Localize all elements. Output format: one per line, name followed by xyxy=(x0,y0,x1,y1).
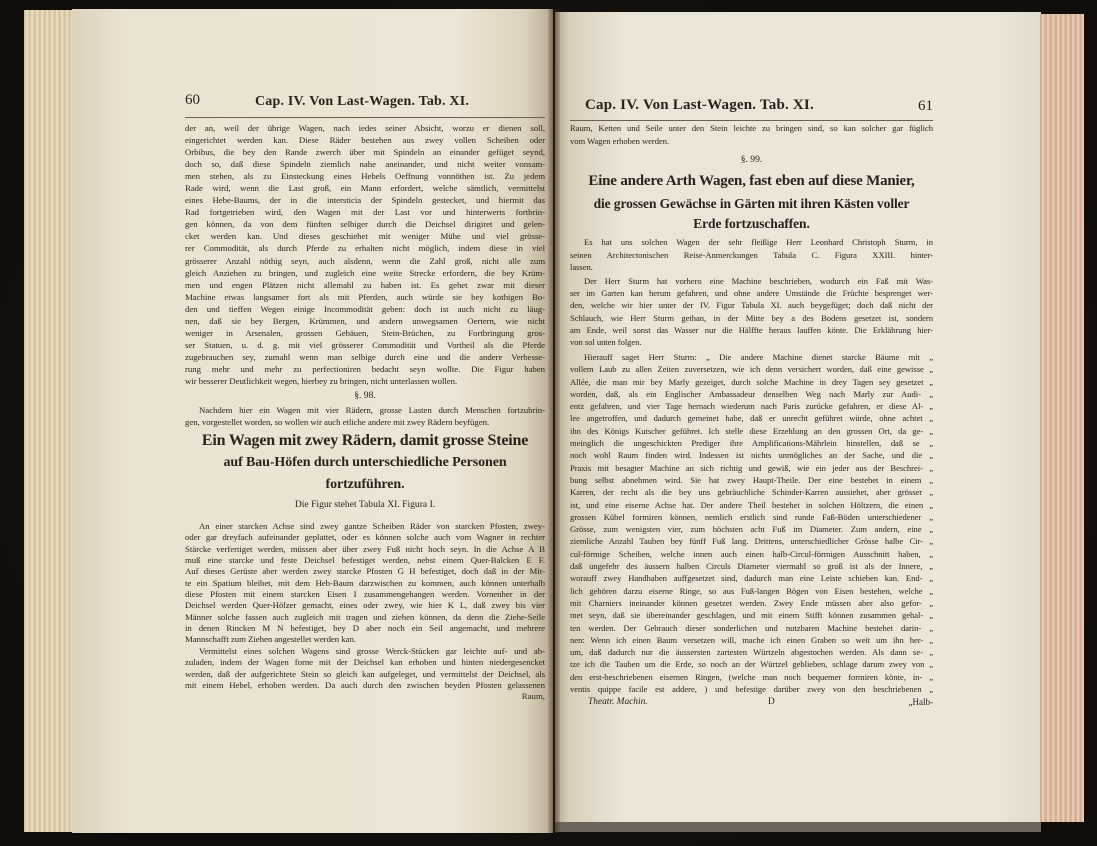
text-line: Mannschafft zum Ziehen angestellet werden kan. xyxy=(185,634,356,645)
text-line: um, daß dadurch nur die äussersten zartesten Würtzeln abgestochen werden. Als dann se- „ xyxy=(570,647,933,658)
text-line: Grösse, zum wenigsten vier, zum höchsten acht Fuß im Diameter. Zum andern, eine „ xyxy=(570,524,933,535)
text-line: rer Commodität, als durch Pferde zu erhalten nicht möglich, indem diese in viel xyxy=(185,243,545,254)
text-line: Rade wird, wenn die Last groß, ein Mann erfordert, welche sämtlich, vermittelst xyxy=(185,183,545,194)
text-line: Stärcke verfertiget werden, müssen aber über zwey Fuß nicht hoch seyn. In die Achse A B xyxy=(185,543,545,554)
text-line: tze ich die Tauben um die Erde, so noch an der Würtzel geblieben, schlage darum zwey von „ xyxy=(570,659,933,670)
running-head: Cap. IV. Von Last-Wagen. Tab. XI. xyxy=(255,94,470,109)
text-line: Schlauch, wie Herr Sturm gethan, in der Mitte bey a des Bodens gesetzet ist, sondern xyxy=(570,312,933,323)
text-line: lich gehören darzu eiserne Ringe, so aus Fuß-langen Bögen von Eisen bestehen, welche „ xyxy=(570,585,933,596)
text-line: Machine etwas langsamer fort als mit Pferden, auch würde sie bey kothigen Bo- xyxy=(185,291,545,302)
page-number: 61 xyxy=(918,98,933,114)
text-line: muß eine starcke und feste Deichsel befestiget werden, nebst einem Quer-Balcken E F. xyxy=(185,554,545,565)
text-line: der an, weil der übrige Wagen, nach iedes seiner Absicht, worzu er dienen soll, xyxy=(185,123,545,133)
text-line: gen, vorgestellet worden, so wollen wir auch etliche andere mit zwey Rädern beyfügen. xyxy=(185,417,490,427)
text-line: werden, daß der aufgerichtete Stein so gleich kan aufgeleget, und vermittelst der Deichsel, als xyxy=(185,668,545,679)
section-heading: Erde fortzuschaffen. xyxy=(693,216,810,231)
running-head: Cap. IV. Von Last-Wagen. Tab. XI. xyxy=(585,97,814,113)
text-line: An einer starcken Achse sind zwey gantze Scheiben Räder von starcken Pfosten, zwey- xyxy=(199,521,545,531)
book-spine xyxy=(548,9,560,833)
header-rule xyxy=(570,120,933,121)
text-line: grösserer Anzahl nöthig seyn, auch alsdenn, wenn die Zahl groß, nicht alle zum xyxy=(185,255,545,266)
paragraph xyxy=(570,275,933,348)
text-line: Allée, die man mir bey Marly gezeiget, durch solche Machine in drey Tagen sey gesetzet „ xyxy=(570,376,933,387)
text-line: gen können, da von dem fünften selbiger durch die Deichsel dirigiret und gelen- xyxy=(185,219,545,230)
catchword: „Halb- xyxy=(908,697,933,707)
text-line: grossen Kübel formiren können, nemlich erstlich sind runde Faß-Böden unterschiedener „ xyxy=(570,511,933,522)
text-line: Vermittelst eines solchen Wagens sind grosse Werck-Stücken gar leichte auf- und ab- xyxy=(199,646,545,656)
text-line: ser im Garten kan herum gefahren, und ohne andere Umstände die Früchte besprenget wer- xyxy=(570,288,933,299)
text-line: von sol unten folgen. xyxy=(570,336,642,347)
text-line: Praxis mit besagter Machine an sich richtig und gewiß, wie ein jeder aus der Beschrei- „ xyxy=(570,462,933,473)
text-line: Orbibus, die bey den Rande zwerch über mit Spindeln an einander gefüget seynd, xyxy=(185,147,545,158)
text-line: eines Hebe-Baums, der in die intersticia der Spindeln gestecket, und hiermit das xyxy=(185,195,545,206)
text-line: mit Charniers ineinander können gesetzet werden. Zwey Ende müssen aber also gefor- „ xyxy=(570,597,933,608)
text-line: men und engen Plätzen nicht allemahl zu haben ist. Es gehet zwar mit dieser xyxy=(185,279,545,290)
text-line: worauff zwey Handhaben auffgesetzet sind, dadurch man eine Leiste schieben kan. End- „ xyxy=(570,573,933,584)
text-line: seinen Architectonischen Reise-Anmerckungen Tabula C. Figura XXIII. hinter- xyxy=(570,249,933,260)
section-number: §. 98. xyxy=(354,390,376,401)
text-line: ihn des Königs Kutscher geführet. Ich stelle diese Erzehlung an den grossen Ort, da ge- „ xyxy=(570,425,933,436)
text-line: zugebrauchen sey, zumahl wenn man selbige durch eine und die andere Verbesse- xyxy=(185,351,545,362)
text-line: wir besserer Deutlichkeit wegen, hierbey zu bringen, nicht unterlassen wollen. xyxy=(185,375,458,386)
text-line: Deichsel werden Quer-Hölzer gemacht, eines oder zwey, wie hier K L, daß zwey bis vier xyxy=(185,600,545,611)
text-line: lassen. xyxy=(570,262,593,272)
paragraph xyxy=(570,351,933,695)
paragraph xyxy=(185,404,545,428)
text-line: oder gar dreyfach aufeinander geplattet, oder es können solche auch vom Wagner in rechter xyxy=(185,532,545,543)
section-heading: die grossen Gewächse in Gärten mit ihren Kästen voller xyxy=(593,196,910,211)
text-line: Karren, der recht als die bey uns gebräuchliche Schinder-Karren aussiehet, aber grösser „ xyxy=(570,487,933,498)
text-line: daß ungefehr des äussern halben Circuls Diameter viermahl so groß ist als der Innere, „ xyxy=(570,561,933,572)
text-line: in denen Rincken M N befestiget, bey D aber noch ein Seil angemacht, und mehrere xyxy=(185,622,545,633)
text-line: den, welche wir hier unter der IV. Figur Tabula XI. auch beygefüget; doch daß nicht der xyxy=(570,300,933,311)
text-line: nen: Wenn ich einen Baum versetzen will, mache ich einen Graben so weit um ihn her- „ xyxy=(570,634,933,645)
text-line: ser Statuen, u. d. g. mit viel grösserer Commodität und Vortheil als die Pferde xyxy=(185,339,545,350)
text-line: bung selbst abnehmen wird. Sie hat zwey Haupt-Theile. Der eine bestehet in einem „ xyxy=(570,474,933,485)
text-line: rung mehr und mehr zu perfectioniren bedacht seyn wollte. Die Figur haben xyxy=(185,363,545,374)
text-line: am Ende, weil sonst das Wasser nur die Hälffte heraus lauffen könte. Die Erklährung hier- xyxy=(570,324,933,335)
text-line: cul-förmige Scheiben, welche innen auch einen halb-Circul-förmigen Ausschnitt haben, „ xyxy=(570,548,933,559)
signature-mark: D xyxy=(768,697,775,707)
paragraph xyxy=(185,521,545,646)
text-line: vom Wagen erhoben werden. xyxy=(570,135,670,146)
paragraph xyxy=(185,122,545,387)
text-line: gleich Anziehen zu bringen, und zugleich eine weite Strecke erfordern, die bey Krüm- xyxy=(185,267,545,278)
text-line: ist, und eine eiserne Achse hat. Der andere Theil bestehet in solchen Höltzern, die einen „ xyxy=(570,499,933,510)
page-number: 60 xyxy=(185,92,200,108)
text-line: Der Herr Sturm hat vorhero eine Machine beschrieben, wodurch ein Faß mit Was- xyxy=(584,276,933,286)
text-line: den erst-beschriebenen eisernen Ringen, (welche man noch bequemer formiren könte, in- „ xyxy=(570,671,933,682)
text-line: diese Pfosten mit einem starcken Eisen I zusammengehangen werden. Vornenher in der xyxy=(185,588,545,599)
text-line: eingerichtet werden kan. Diese Räder bestehen aus zwey vollen Scheiben oder xyxy=(185,135,545,146)
text-line: noch wohl Raum finden wird. Indessen ist nichts unmögliches an der Sache, und die „ xyxy=(570,450,933,461)
section-heading: Eine andere Arth Wagen, fast eben auf diese Manier, xyxy=(588,173,915,189)
book-edge-left xyxy=(24,10,76,832)
text-line: ten werden. Der Gebrauch dieser sonderlichen und nutzbaren Machine bestehet darin- „ xyxy=(570,622,933,633)
section-number: §. 99. xyxy=(740,154,763,165)
section-heading: Ein Wagen mit zwey Rädern, damit grosse Steine xyxy=(201,432,529,449)
text-line: Männer solche fassen auch zugleich mit tragen und ziehen können, da denn die Ziehe-Seile xyxy=(185,611,545,622)
text-line: vollem Laub zu allen Zeiten zuversetzen, wie ich denn versichert worden, daß eine gewisse „ xyxy=(570,364,933,375)
footer-title: Theatr. Machin. xyxy=(588,697,648,707)
text-line: meinglich die ungeschickten Prediger ihre Amplifications-Mährlein hinstellen, daß se „ xyxy=(570,438,933,449)
paragraph xyxy=(185,646,545,691)
catchword: Raum, xyxy=(521,691,545,701)
paragraph xyxy=(570,236,933,274)
text-line: Rad fortgetrieben wird, den Wagen mit der Last vor und hinterwerts fortbrin- xyxy=(185,207,545,218)
text-line: Nachdem hier ein Wagen mit vier Rädern, grosse Lasten durch Menschen fortzubrin- xyxy=(199,405,545,415)
text-line: Raum, Ketten und Seile unter den Stein leichte zu bringen sind, so kan solcher gar füglich xyxy=(570,123,933,133)
header-rule xyxy=(185,117,545,118)
text-line: met seyn, daß sie übereinander geschlagen, und mit einem Stifft können zusammen gehal- „ xyxy=(570,610,933,621)
section-heading: auf Bau-Höfen durch unterschiedliche Personen xyxy=(223,455,507,470)
text-line: nen, daß sie bey Bergen, Krümmen, und andern unwegsamen Oertern, wie nicht xyxy=(185,315,545,326)
paragraph xyxy=(570,122,933,147)
text-line: zuladen, indem der Wagen forne mit der Deichsel kan erhoben und hinten niedergesencket xyxy=(185,657,545,668)
text-line: Hierauff saget Herr Sturm: „ Die andere Machine dienet starcke Bäume mit „ xyxy=(584,352,933,362)
book-edge-right xyxy=(1040,14,1084,822)
text-line: weniger in Arsenalen, grossen Gebäuen, Stein-Brüchen, zu Fortbringung gros- xyxy=(185,327,545,338)
text-line: doch so, daß diese Spindeln ziemlich nahe aneinander, und nicht weiter vonsam- xyxy=(185,159,545,170)
text-line: men stehen, als zu Einsteckung eines Hebels Oeffnung vonnöthen ist. Zu jedem xyxy=(185,171,545,182)
section-heading: fortzuführen. xyxy=(325,477,405,492)
text-line: den und tieffen Wegen einige Incommodität geben: doch ist auch nicht zu läug- xyxy=(185,303,545,314)
text-line: lee angetroffen, und dadurch gemeinet habe, daß er unrecht geführet würde, ohne achtet „ xyxy=(570,413,933,424)
text-line: te ein Spatium bleibet, mit dem Heb-Baum darzwischen zu kommen, auch können unterhalb xyxy=(185,577,545,588)
text-line: ventis quippe facile est addere, ) und befestige darüber zwey von den beschriebenen „ xyxy=(570,684,933,695)
text-line: Auf dieses Gerüste aber werden zwey starcke Pfosten G H befestiget, doch daß in der Mit- xyxy=(185,566,545,577)
text-line: cket werden kan. Und dieses geschiehet mit weniger Mühe und viel grösse- xyxy=(185,231,545,242)
right-page-text xyxy=(570,0,933,846)
text-line: worden, daß, als ein Englischer Ambassadeur denselben Weg nach Marly zur Audi- „ xyxy=(570,388,933,399)
text-line: ziemliche Anzahl Tauben bey fünff Fuß lang. Drittens, unterschiedlicher Grösse halbe Cir- „ xyxy=(570,536,933,547)
text-line: entz gefahren, und vier Tage hernach wiederum nach Paris zurücke gefahren, er diese Al- „ xyxy=(570,401,933,412)
text-line: Es hat uns solchen Wagen der sehr fleißige Herr Leonhard Christoph Sturm, in xyxy=(584,237,933,247)
figure-reference: Die Figur stehet Tabula XI. Figura I. xyxy=(294,499,436,510)
left-page-text xyxy=(185,0,545,846)
text-line: mit einem Hebel, erhoben werden. Da auch durch den zwischen beyden Pfosten gelassenen xyxy=(185,679,545,690)
